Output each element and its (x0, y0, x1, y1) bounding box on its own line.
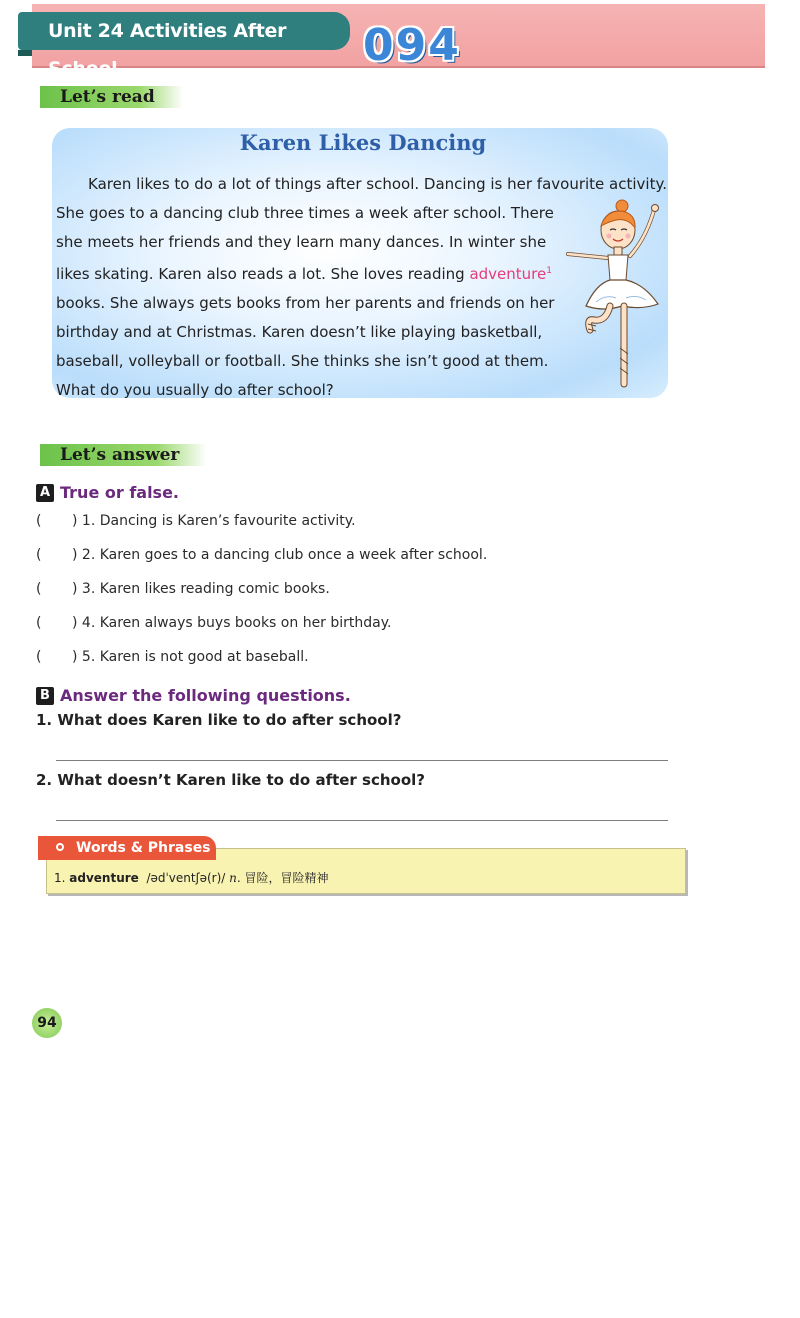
answer-blank[interactable]: ( (36, 547, 42, 563)
unit-title: Unit 24 Activities After School (18, 12, 350, 50)
statement: ) 4. Karen always buys books on her birthday. (72, 615, 392, 631)
open-question: 2. What doesn’t Karen like to do after school? (36, 771, 426, 789)
page-code: 094 (363, 20, 461, 71)
answer-blank[interactable]: ( (36, 581, 42, 597)
part-b-badge: B (36, 687, 54, 705)
true-false-item (36, 581, 330, 597)
story-line: she meets her friends and they learn many dances. In winter she (56, 233, 547, 251)
statement: ) 3. Karen likes reading comic books. (72, 581, 330, 597)
part-b-heading (36, 686, 351, 705)
true-false-item (36, 615, 391, 631)
entry-part-of-speech: n. (229, 871, 241, 885)
answer-blank[interactable]: ( (36, 649, 42, 665)
highlighted-word[interactable]: adventure$^1$ (469, 265, 552, 283)
page-number: 94 (32, 1008, 62, 1038)
answer-line[interactable] (56, 820, 668, 821)
statement: ) 5. Karen is not good at baseball. (72, 649, 309, 665)
story-title: Karen Likes Dancing (239, 130, 487, 155)
part-a-badge: A (36, 484, 54, 502)
entry-meaning: 冒险，冒险精神 (244, 871, 329, 885)
vocab-entry (54, 869, 329, 886)
story-line-text: likes skating. Karen also reads a lot. She loves reading (56, 265, 470, 283)
part-a-title: True or false. (60, 483, 180, 502)
true-false-item (36, 649, 309, 665)
ballerina-illustration (566, 198, 666, 398)
story-line: baseball, volleyball or football. She thinks she isn’t good at them. (56, 352, 549, 370)
words-phrases-tab: Words & Phrases (38, 836, 216, 860)
story-line: birthday and at Christmas. Karen doesn’t like playing basketball, (56, 323, 543, 341)
open-question: 1. What does Karen like to do after school? (36, 711, 402, 729)
true-false-item (36, 547, 487, 563)
answer-line[interactable] (56, 760, 668, 761)
answer-blank[interactable]: ( (36, 513, 42, 529)
story-line: What do you usually do after school? (56, 381, 334, 399)
statement: ) 2. Karen goes to a dancing club once a week after school. (72, 547, 488, 563)
entry-word: adventure (69, 871, 139, 885)
part-a-heading (36, 483, 179, 502)
true-false-item (36, 513, 356, 529)
section-label-read: Let’s read (40, 86, 183, 108)
story-line: She goes to a dancing club three times a week after school. There (56, 204, 554, 222)
section-label-answer: Let’s answer (40, 444, 207, 466)
entry-number: 1. (54, 871, 66, 885)
bullet-icon (56, 843, 64, 851)
story-line: Karen likes to do a lot of things after school. Dancing is her favourite activity. (88, 175, 667, 193)
entry-phonetic: /ədˈventʃə(r)/ (146, 871, 226, 885)
story-line: books. She always gets books from her parents and friends on her (56, 294, 555, 312)
answer-blank[interactable]: ( (36, 615, 42, 631)
part-b-title: Answer the following questions. (60, 686, 351, 705)
footnote-mark: 1 (546, 266, 552, 276)
statement: ) 1. Dancing is Karen’s favourite activity. (72, 513, 356, 529)
